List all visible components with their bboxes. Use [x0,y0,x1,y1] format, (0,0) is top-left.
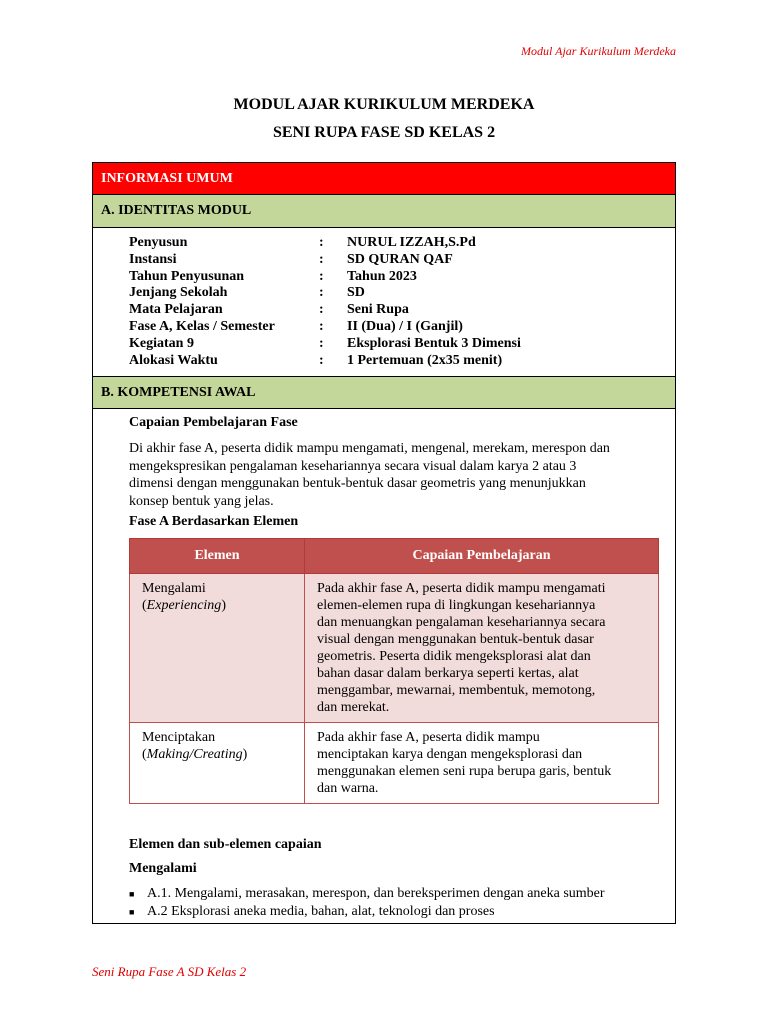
elemen-cell [130,723,305,804]
identity-value: SD [347,285,365,301]
identity-row [129,336,521,353]
sub-elemen-list [129,885,605,921]
capaian-line: menciptakan karya dengan mengeksplorasi dan [317,747,583,762]
identity-row [129,353,521,370]
capaian-cell [305,574,659,723]
identity-key: Kegiatan 9 [129,335,194,351]
identity-key: Tahun Penyusunan [129,268,245,284]
list-item: ■ A.2 Eksplorasi aneka media, bahan, alat, teknologi dan proses [129,904,495,919]
colon: : [319,302,324,318]
cp-paragraph [129,440,661,510]
identity-key: Jenjang Sekolah [129,285,228,301]
list-item: ■ A.1. Mengalami, merasakan, merespon, dan bereksperimen dengan aneka sumber [129,886,605,901]
elemen-name: Mengalami [142,581,206,596]
identity-value: II (Dua) / I (Ganjil) [347,318,463,334]
cp-line: Di akhir fase A, peserta didik mampu mengamati, mengenal, merekam, merespon dan [129,441,610,456]
capaian-line: dan warna. [317,781,379,796]
colon: : [319,285,324,301]
bullet-icon: ■ [129,907,135,917]
table-row [130,574,659,723]
identity-key: Penyusun [129,235,188,250]
cp-heading: Capaian Pembelajaran Fase [129,415,298,430]
capaian-line: bahan dasar dalam berkarya seperti kertas, alat [317,666,579,681]
table-row [130,723,659,804]
informasi-umum-band: INFORMASI UMUM [93,163,675,195]
capaian-line: Pada akhir fase A, peserta didik mampu [317,730,540,745]
running-header: Modul Ajar Kurikulum Merdeka [521,44,676,58]
colon: : [319,268,324,284]
capaian-line: menggambar, mewarnai, membentuk, memotong, [317,683,596,698]
document-subtitle: SENI RUPA FASE SD KELAS 2 [272,124,496,141]
section-a-heading: A. IDENTITAS MODUL [93,195,675,228]
colon: : [319,335,324,351]
capaian-table [129,538,659,804]
capaian-line: geometris. Peserta didik mengeksplorasi alat dan [317,649,591,664]
capaian-line: visual dengan menggunakan bentuk-bentuk dasar [317,632,594,647]
bullet-icon: ■ [129,889,135,899]
elemen-english: (Experiencing) [142,598,226,613]
colon: : [319,251,324,267]
identity-row [129,302,521,319]
identity-list [129,235,521,369]
cp-line: mengekspresikan pengalaman kesehariannya secara visual dalam karya 2 atau 3 [129,458,577,474]
identity-row [129,235,521,252]
fase-heading: Fase A Berdasarkan Elemen [129,514,299,529]
colon: : [319,352,324,368]
identity-value: NURUL IZZAH,S.Pd [347,235,476,250]
sub-elemen-heading: Elemen dan sub-elemen capaian [129,837,322,852]
capaian-cell [305,723,659,804]
mengalami-heading: Mengalami [129,861,197,876]
running-footer: Seni Rupa Fase A SD Kelas 2 [92,964,247,979]
identity-value: Eksplorasi Bentuk 3 Dimensi [347,335,521,351]
identity-row [129,252,521,269]
elemen-cell [130,574,305,723]
section-b-heading: B. KOMPETENSI AWAL [93,376,675,409]
identity-value: SD QURAN QAF [347,251,453,267]
elemen-name: Menciptakan [142,730,216,745]
capaian-line: Pada akhir fase A, peserta didik mampu mengamati [317,581,606,596]
identity-value: Tahun 2023 [347,268,417,284]
elemen-english: (Making/Creating) [142,747,248,762]
capaian-line: menggunakan elemen seni rupa berupa garis, bentuk [317,764,612,779]
document-title: MODUL AJAR KURIKULUM MERDEKA [233,96,535,113]
identity-key: Instansi [129,251,177,267]
identity-value: 1 Pertemuan (2x35 menit) [347,352,503,368]
identity-key: Alokasi Waktu [129,352,218,368]
table-header-capaian: Capaian Pembelajaran [305,539,659,574]
identity-key: Mata Pelajaran [129,302,223,318]
cp-line: dimensi dengan menggunakan bentuk-bentuk dasar geometris yang menunjukkan [129,476,586,491]
cp-line: konsep bentuk yang jelas. [129,493,274,509]
capaian-line: dan merekat. [317,700,390,715]
identity-row [129,285,521,302]
capaian-line: elemen-elemen rupa di lingkungan kesehariannya [317,598,596,613]
identity-row [129,269,521,286]
capaian-line: dan menuangkan pengalaman kesehariannya secara [317,615,606,630]
table-header-elemen: Elemen [130,539,305,574]
colon: : [319,318,324,334]
identity-key: Fase A, Kelas / Semester [129,318,275,334]
identity-row [129,319,521,336]
colon: : [319,235,324,250]
identity-value: Seni Rupa [347,302,409,318]
module-frame [92,162,676,924]
